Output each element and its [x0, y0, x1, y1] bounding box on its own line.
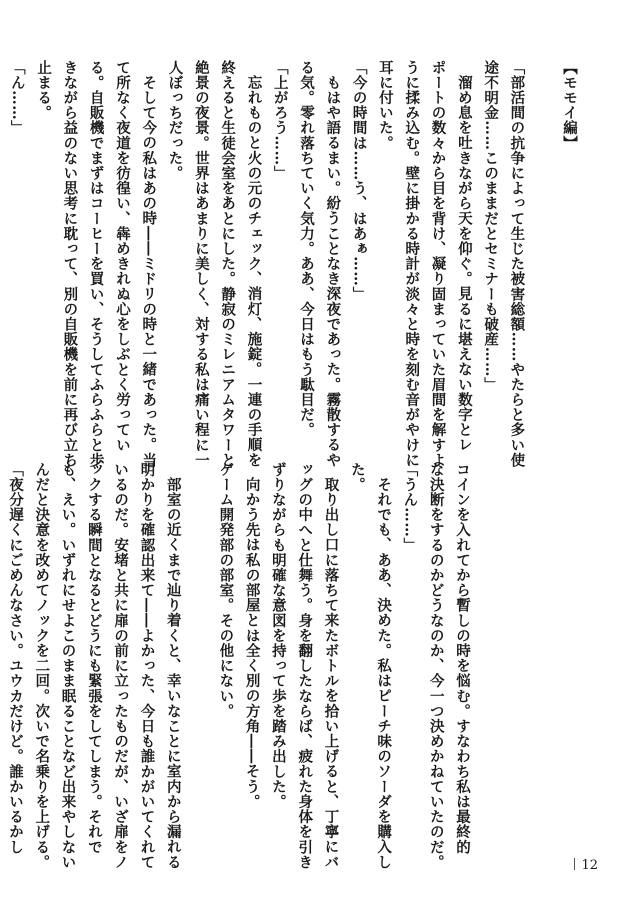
paragraph-gap [186, 462, 212, 857]
text-line: 忘れものと火の元のチェック、消灯、施錠。一連の手順を [245, 74, 263, 468]
text-line: 「うん……」 [401, 462, 419, 553]
text-line: ずりながらも明確な意図を持って歩を踏み出した。 [269, 462, 287, 810]
text-line: る。自販機でまずはコーヒーを買い、そうしてふらふらと歩 [87, 60, 105, 468]
text-line: ックする瞬間となるとどうにも緊張をしてしまう。それで [85, 462, 103, 855]
text-line: 明かりを確認出来て――よかった、今日も誰かがいてくれて [138, 462, 156, 870]
text-line: ッグの中へと仕舞う。身を翻したならば、疲れた身体を引き [296, 462, 314, 870]
text-line: きながら益のない思考に耽って、別の自販機を前に再び立ち [61, 60, 79, 468]
text-line: も、えい。いずれにせよこのまま眠ることなど出来やしない [59, 462, 77, 870]
text-line: コインを入れてから暫しの時を悩む。すなわち私は最終的 [454, 462, 471, 855]
lower-text-column [0, 462, 475, 870]
text-line: そして今の私はあの時――ミドリの時と一緒であった。当 [140, 74, 158, 468]
text-line: 止まる。 [35, 60, 53, 121]
page-number-text: 12 [581, 858, 598, 873]
text-line: 途不明金……このままだとセミナーも破産……」 [482, 60, 500, 393]
text-line: 人ぼっちだった。 [166, 60, 184, 181]
text-line: もはや語るまい。紛うことなき深夜であった。霧散するや [324, 74, 342, 468]
text-line: 部室の近くまで辿り着くと、幸いなことに室内から漏れる [164, 476, 182, 870]
text-line: 溜め息を吐きながら天を仰ぐ。見るに堪えない数字とレ [455, 74, 473, 452]
text-line: ポートの数々から目を背け、凝り固まっていた眉間を解すよ [429, 60, 447, 468]
text-line: た。 [348, 462, 366, 493]
text-line: 「今の時間は……う、はあぁ……」 [350, 60, 368, 302]
text-line: 「夜分遅くにごめんなさい。ユウカだけど。誰かいるかし [6, 462, 24, 855]
text-line: て所なく夜道を彷徨い、犇めきれぬ心をしぶとく労ってい [113, 60, 131, 453]
text-line: うに揉み込む。壁に掛かる時計が淡々と時を刻む音がやけに [403, 60, 421, 468]
text-line: 取り出し口に落ちて来たボトルを拾い上げると、丁寧にバ [322, 476, 340, 870]
text-line: 「ん……」 [8, 60, 26, 136]
text-line: 「部活間の抗争によって生じた被害総額……やたらと多い使 [508, 60, 526, 468]
paragraph-gap [529, 60, 555, 458]
text-line: 耳に付いた。 [376, 60, 394, 151]
text-line: な決断をするのかどうなのか、今一つ決めかねていたのだ。 [427, 462, 445, 870]
section-heading: 【モモイ編】 [561, 60, 578, 151]
page-number-divider [574, 858, 575, 870]
text-line: 終えると生徒会室をあとにした。静寂のミレニアムタワーと [219, 60, 237, 468]
text-line: んだと決意を改めてノックを二回。次いで名乗りを上げる。 [33, 462, 51, 870]
text-line: いるのだ。安堵と共に扉の前に立ったものだが、いざ扉をノ [112, 462, 130, 870]
text-line: 向かう先は私の部屋とは全く別の方角――そう。 [243, 476, 261, 809]
page-number [574, 858, 598, 873]
text-line: 絶景の夜景。世界はあまりに美しく、対する私は痛い程に一 [192, 60, 210, 468]
text-line: それでも、ああ、決めた。私はピーチ味のソーダを購入し [375, 476, 393, 870]
upper-text-column [3, 60, 582, 468]
text-line: 「上がろう……」 [271, 60, 289, 181]
text-line: ゲーム開発部の部室。その他にない。 [217, 462, 235, 719]
text-line: る気。零れ落ちていく気力。ああ、今日はもう駄目だ。 [298, 60, 316, 438]
